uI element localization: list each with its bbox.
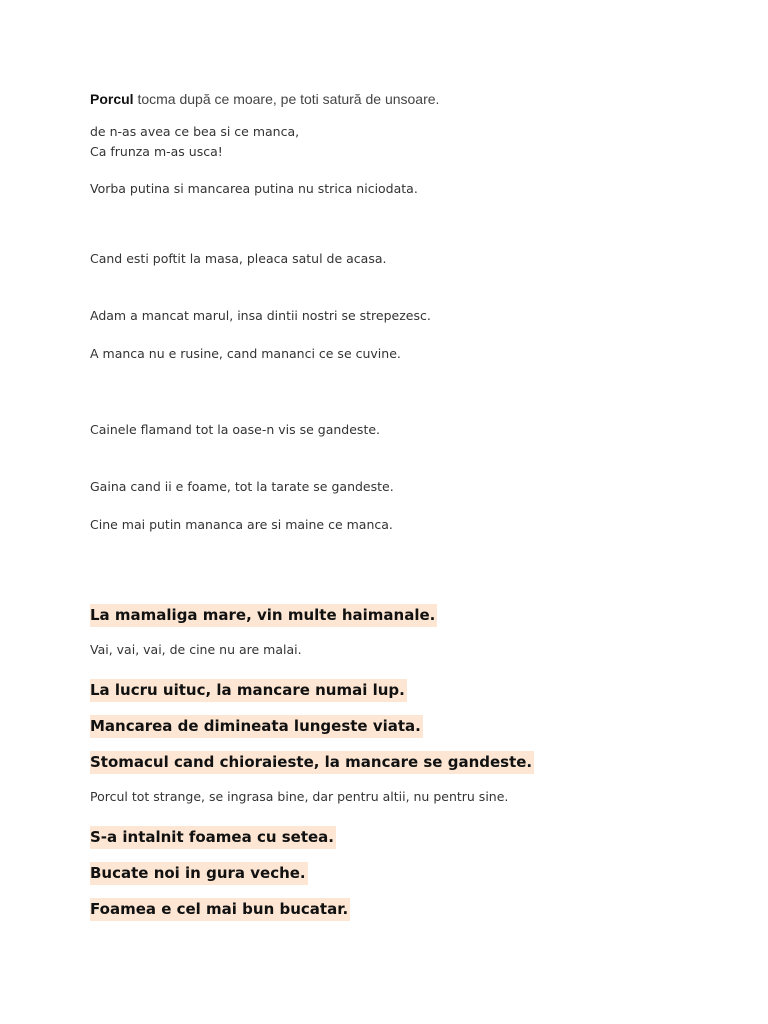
proverb-line: Ca frunza m-as usca! — [90, 144, 223, 159]
highlighted-proverb: Foamea e cel mai bun bucatar. — [90, 898, 350, 921]
proverb-line: Cand esti poftit la masa, pleaca satul de acasa. — [90, 251, 387, 266]
proverb-line: Gaina cand ii e foame, tot la tarate se gandeste. — [90, 479, 394, 494]
highlighted-proverb: La lucru uituc, la mancare numai lup. — [90, 679, 407, 702]
proverb-line-1 — [90, 91, 439, 107]
proverb-line: de n-as avea ce bea si ce manca, — [90, 124, 300, 139]
proverb-line: Cainele flamand tot la oase-n vis se gandeste. — [90, 422, 381, 437]
proverb-line: Adam a mancat marul, insa dintii nostri se strepezesc. — [90, 308, 431, 323]
proverb-line: Porcul tot strange, se ingrasa bine, dar pentru altii, nu pentru sine. — [90, 789, 509, 804]
proverb-bold-word: Porcul — [90, 91, 134, 107]
highlighted-proverb: Bucate noi in gura veche. — [90, 862, 308, 885]
proverb-line: Cine mai putin mananca are si maine ce manca. — [90, 517, 393, 532]
highlighted-proverb: S-a intalnit foamea cu setea. — [90, 826, 336, 849]
proverb-line: Vorba putina si mancarea putina nu strica niciodata. — [90, 181, 418, 196]
highlighted-proverb: Mancarea de dimineata lungeste viata. — [90, 715, 423, 738]
proverb-line: A manca nu e rusine, cand mananci ce se cuvine. — [90, 346, 401, 361]
highlighted-proverb: Stomacul cand chioraieste, la mancare se gandeste. — [90, 751, 534, 774]
highlighted-proverb: La mamaliga mare, vin multe haimanale. — [90, 604, 437, 627]
proverb-text: tocma după ce moare, pe toti satură de unsoare. — [133, 91, 440, 107]
proverb-line: Vai, vai, vai, de cine nu are malai. — [90, 642, 302, 657]
